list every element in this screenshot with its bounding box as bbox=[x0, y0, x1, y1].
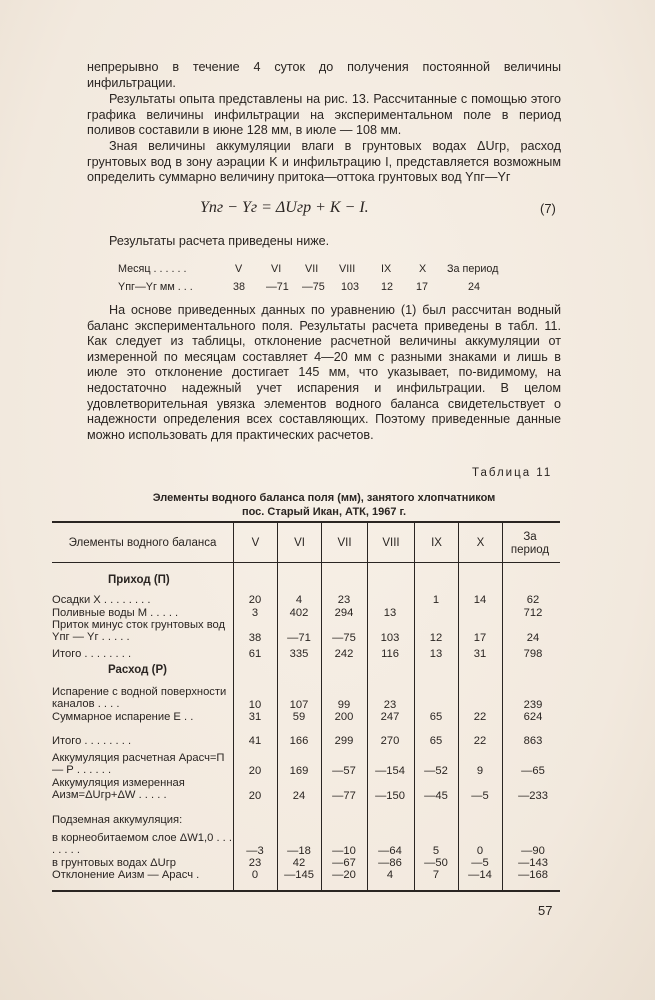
table-cell: 61 bbox=[248, 648, 262, 660]
table-cell: —90 bbox=[521, 845, 545, 857]
table-cell: 294 bbox=[334, 607, 354, 619]
row-label: Итого . . . . . . . . bbox=[52, 648, 132, 660]
header-period: За период bbox=[510, 531, 550, 556]
formula: Yпг − Yг = ΔUгр + K − I. bbox=[200, 199, 369, 216]
table-cell: 20 bbox=[248, 594, 262, 606]
mini-month: X bbox=[419, 263, 427, 275]
mini-month: IX bbox=[381, 263, 392, 275]
table-cell: 402 bbox=[289, 607, 309, 619]
paragraph-1: непрерывно в течение 4 суток до получения постоянной величины инфильтрации. bbox=[87, 60, 561, 90]
table-cell: 166 bbox=[289, 735, 309, 747]
table-cell: —14 bbox=[468, 869, 492, 881]
col-divider bbox=[502, 523, 503, 892]
paragraph-5: На основе приведенных данных по уравнению (1) был рассчитан водный баланс экспериментального поля. Результаты расчета приведены в табл. 11. Как следует из таблицы, отклонение расчетной величины аккумуляции от измеренной по месяцам составляет 4—20 мм с разными знаками и лишь в июле это отклонение достигает 145 мм, что указывает, по-видимому, на недостаточно надежный учет испарения и инфильтрации. В целом удовлетворительная увязка элементов водного баланса свидетельствует о надежности определения всех составляющих. Поэтому приведенные данные можно использовать для практических расчетов. bbox=[87, 303, 561, 442]
table-cell: 13 bbox=[429, 648, 443, 660]
mini-value: 12 bbox=[381, 281, 394, 293]
row-label: Аккумуляция расчетная Aрасч=П — Р . . . . . . bbox=[52, 752, 225, 777]
table-cell: 247 bbox=[380, 711, 400, 723]
table-cell: —86 bbox=[378, 857, 402, 869]
table-title-line-2: пос. Старый Икан, АТК, 1967 г. bbox=[241, 506, 407, 518]
table-cell: 38 bbox=[248, 632, 262, 644]
header-month: VIII bbox=[382, 537, 400, 549]
row-label: Подземная аккумуляция: bbox=[52, 814, 183, 826]
table-cell: 169 bbox=[289, 765, 309, 777]
table-cell: 13 bbox=[383, 607, 397, 619]
paragraph-2: Результаты опыта представлены на рис. 13. Рассчитанные с помощью этого графика величины инфильтрации на экспериментальном поле в период поливов составили в июне 128 мм, в июле — 108 мм. bbox=[87, 92, 561, 138]
table-cell: 3 bbox=[251, 607, 259, 619]
table-cell: 863 bbox=[523, 735, 543, 747]
table-cell: —65 bbox=[521, 765, 545, 777]
mini-value: —75 bbox=[302, 281, 325, 293]
row-label: Осадки X . . . . . . . . bbox=[52, 594, 151, 606]
table-cell: 22 bbox=[473, 735, 487, 747]
formula-number: (7) bbox=[540, 201, 556, 216]
row-label: Приток минус сток грунтовых вод Yпг — Yг . . . . . bbox=[52, 619, 226, 644]
table-header-rule bbox=[52, 562, 560, 563]
table-cell: 41 bbox=[248, 735, 262, 747]
table-caption: Таблица 11 bbox=[472, 467, 553, 479]
section-income: Приход (П) bbox=[108, 574, 170, 586]
row-label: в корнеобитаемом слое ΔW1,0 . . . . . . . . bbox=[52, 832, 232, 857]
mini-value: —71 bbox=[266, 281, 289, 293]
mini-value: 17 bbox=[416, 281, 429, 293]
mini-month: За период bbox=[447, 263, 499, 275]
mini-month: VIII bbox=[339, 263, 356, 275]
table-cell: —45 bbox=[424, 790, 448, 802]
section-outgo: Расход (Р) bbox=[108, 664, 167, 676]
table-cell: 270 bbox=[380, 735, 400, 747]
table-cell: 4 bbox=[386, 869, 394, 881]
header-month: X bbox=[476, 537, 485, 549]
col-divider bbox=[458, 523, 459, 892]
table-cell: 1 bbox=[432, 594, 440, 606]
mini-value: 24 bbox=[468, 281, 481, 293]
table-cell: 99 bbox=[337, 699, 351, 711]
table-cell: 24 bbox=[526, 632, 540, 644]
paragraph-4: Результаты расчета приведены ниже. bbox=[109, 234, 330, 248]
table-cell: —75 bbox=[332, 632, 356, 644]
table-cell: —71 bbox=[287, 632, 311, 644]
row-label: Суммарное испарение E . . bbox=[52, 711, 194, 723]
table-cell: —168 bbox=[518, 869, 548, 881]
table-cell: 5 bbox=[432, 845, 440, 857]
table-cell: 59 bbox=[292, 711, 306, 723]
row-label: в грунтовых водах ΔUгр bbox=[52, 857, 177, 869]
table-cell: —67 bbox=[332, 857, 356, 869]
table-cell: 24 bbox=[292, 790, 306, 802]
table-cell: 200 bbox=[334, 711, 354, 723]
table-cell: 23 bbox=[383, 699, 397, 711]
table-cell: 9 bbox=[476, 765, 484, 777]
table-cell: 299 bbox=[334, 735, 354, 747]
row-label: Отклонение Aизм — Aрасч . bbox=[52, 869, 200, 881]
table-cell: 0 bbox=[476, 845, 484, 857]
table-cell: 65 bbox=[429, 711, 443, 723]
table-cell: 712 bbox=[523, 607, 543, 619]
table-cell: —145 bbox=[284, 869, 314, 881]
table-cell: —10 bbox=[332, 845, 356, 857]
table-cell: 23 bbox=[248, 857, 262, 869]
table-cell: —50 bbox=[424, 857, 448, 869]
col-divider bbox=[414, 523, 415, 892]
mini-row2-label: Yпг—Yг мм . . . bbox=[118, 281, 193, 293]
mini-month: VI bbox=[271, 263, 282, 275]
table-cell: —52 bbox=[424, 765, 448, 777]
table-title-line-1: Элементы водного баланса поля (мм), занятого хлопчатником bbox=[152, 492, 496, 504]
table-cell: 242 bbox=[334, 648, 354, 660]
table-cell: 20 bbox=[248, 790, 262, 802]
table-cell: 4 bbox=[295, 594, 303, 606]
mini-month: V bbox=[235, 263, 243, 275]
row-label: Аккумуляция измеренная Aизм=ΔUгр+ΔW . . . . . bbox=[52, 777, 185, 802]
table-cell: 107 bbox=[289, 699, 309, 711]
table-cell: 335 bbox=[289, 648, 309, 660]
table-cell: —64 bbox=[378, 845, 402, 857]
table-cell: 10 bbox=[248, 699, 262, 711]
mini-row1-label: Месяц . . . . . . bbox=[118, 263, 187, 275]
table-cell: 65 bbox=[429, 735, 443, 747]
table-cell: —154 bbox=[375, 765, 405, 777]
table-cell: —77 bbox=[332, 790, 356, 802]
mini-month: VII bbox=[305, 263, 319, 275]
table-cell: 624 bbox=[523, 711, 543, 723]
table-cell: 798 bbox=[523, 648, 543, 660]
table-cell: —233 bbox=[518, 790, 548, 802]
table-cell: 20 bbox=[248, 765, 262, 777]
table-cell: 22 bbox=[473, 711, 487, 723]
paragraph-3: Зная величины аккумуляции влаги в грунтовых водах ΔUгр, расход грунтовых вод в зону аэрации K и инфильтрацию I, представляется возможным определить суммарно величину притока—оттока грунтовых вод Yпг—Yг bbox=[87, 139, 561, 185]
header-month: V bbox=[251, 537, 260, 549]
table-cell: —150 bbox=[375, 790, 405, 802]
table-cell: 239 bbox=[523, 699, 543, 711]
table-top-rule bbox=[52, 521, 560, 523]
table-cell: —143 bbox=[518, 857, 548, 869]
table-cell: 62 bbox=[526, 594, 540, 606]
row-label: Испарение с водной поверхности каналов . . . . bbox=[52, 686, 227, 711]
row-label: Поливные воды M . . . . . bbox=[52, 607, 179, 619]
table-cell: 14 bbox=[473, 594, 487, 606]
table-cell: 7 bbox=[432, 869, 440, 881]
table-cell: 0 bbox=[251, 869, 259, 881]
table-cell: —5 bbox=[471, 857, 489, 869]
table-cell: 103 bbox=[380, 632, 400, 644]
header-month: VII bbox=[337, 537, 352, 549]
header-month: IX bbox=[431, 537, 442, 549]
header-elements: Элементы водного баланса bbox=[68, 537, 217, 549]
table-cell: 12 bbox=[429, 632, 443, 644]
table-cell: —3 bbox=[246, 845, 264, 857]
table-cell: —57 bbox=[332, 765, 356, 777]
table-cell: —20 bbox=[332, 869, 356, 881]
table-cell: 23 bbox=[337, 594, 351, 606]
table-cell: 31 bbox=[248, 711, 262, 723]
table-cell: 31 bbox=[473, 648, 487, 660]
row-label: Итого . . . . . . . . bbox=[52, 735, 132, 747]
table-cell: 42 bbox=[292, 857, 306, 869]
header-month: VI bbox=[294, 537, 305, 549]
mini-value: 38 bbox=[233, 281, 246, 293]
mini-value: 103 bbox=[341, 281, 360, 293]
table-cell: 17 bbox=[473, 632, 487, 644]
table-bottom-rule bbox=[52, 890, 560, 892]
page-number: 57 bbox=[538, 903, 553, 918]
table-cell: 116 bbox=[381, 648, 399, 660]
table-cell: —18 bbox=[287, 845, 311, 857]
table-cell: —5 bbox=[471, 790, 489, 802]
